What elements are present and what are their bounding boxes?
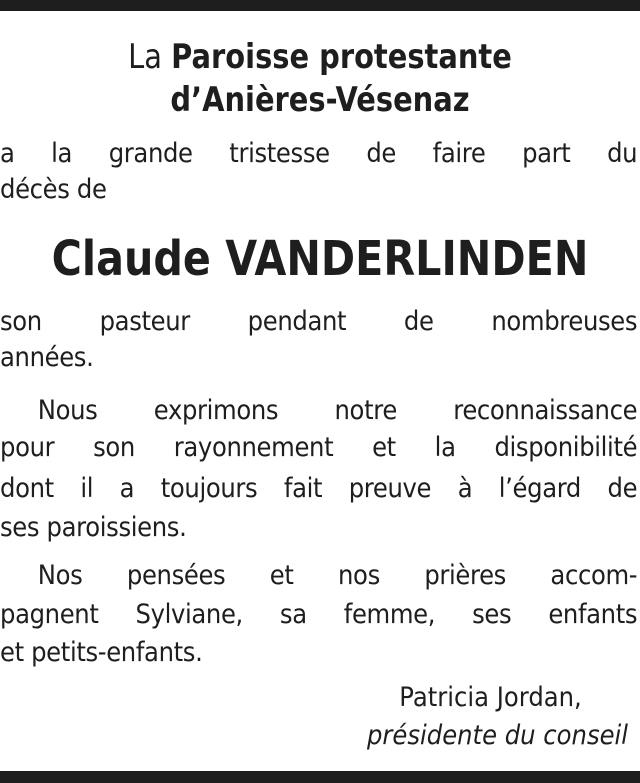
heading-prefix: La bbox=[128, 37, 162, 77]
paragraph1-line-1: Nous exprimons notre reconnaissance bbox=[37, 395, 638, 426]
paragraph2-line-1: Nos pensées et nos prières accom- bbox=[37, 560, 638, 591]
paragraph1-line-4: ses paroissiens. bbox=[0, 512, 187, 543]
deceased-name: Claude VANDERLINDEN bbox=[51, 231, 589, 287]
announcement-line-1: a la grande tristesse de faire part du bbox=[0, 138, 638, 169]
top-border-rule bbox=[0, 0, 640, 11]
paragraph1-line-3: dont il a toujours fait preuve à l’égard de bbox=[0, 473, 638, 504]
bottom-border-rule bbox=[0, 771, 640, 783]
parish-name: Paroisse protestante bbox=[171, 37, 512, 77]
paragraph2-line-3: et petits-enfants. bbox=[0, 637, 203, 668]
parish-location: d’Anières-Vésenaz bbox=[170, 80, 470, 120]
signatory-title: présidente du conseil bbox=[366, 720, 628, 751]
parish-heading-line-2 bbox=[48, 79, 592, 121]
paragraph2-line-2: pagnent Sylviane, sa femme, ses enfants bbox=[0, 599, 638, 630]
announcement-line-2: décès de bbox=[0, 174, 107, 205]
paragraph1-line-2: pour son rayonnement et la disponibilité bbox=[0, 432, 638, 463]
role-line-2: années. bbox=[0, 342, 94, 373]
signatory-name: Patricia Jordan, bbox=[399, 682, 582, 713]
role-line-1: son pasteur pendant de nombreuses bbox=[0, 306, 638, 337]
parish-heading-line-1 bbox=[48, 36, 592, 78]
